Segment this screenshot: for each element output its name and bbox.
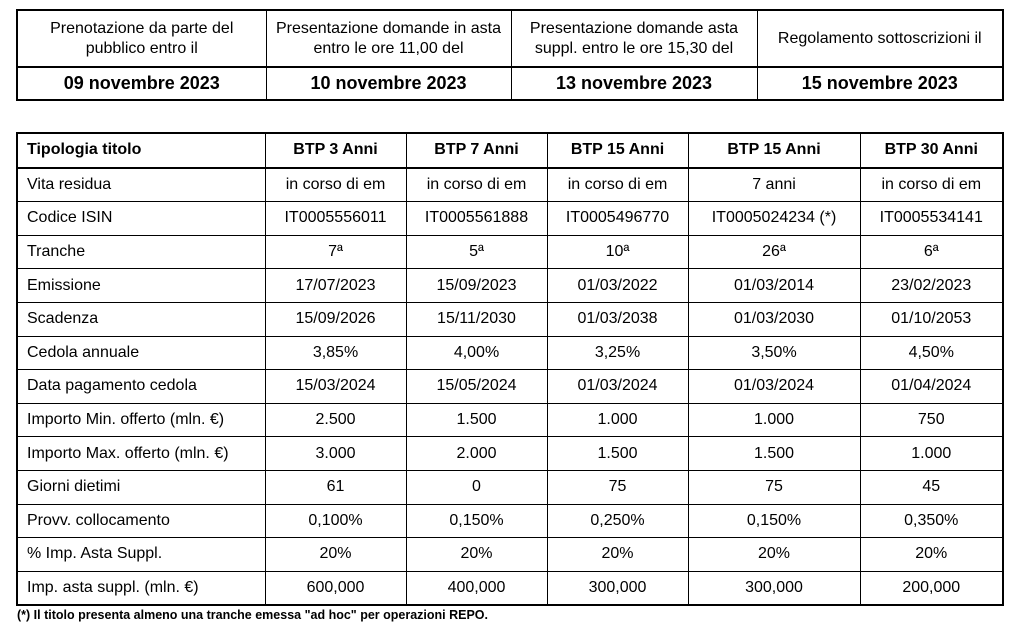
table-cell: 20% bbox=[547, 538, 688, 572]
table-row bbox=[17, 168, 1003, 202]
table-row bbox=[17, 202, 1003, 236]
table-row bbox=[17, 538, 1003, 572]
table-cell: 20% bbox=[265, 538, 406, 572]
table-cell: 1.500 bbox=[547, 437, 688, 471]
table-cell: 0,150% bbox=[406, 504, 547, 538]
table-cell: 0,100% bbox=[265, 504, 406, 538]
table-cell: 3,25% bbox=[547, 336, 688, 370]
table-cell: 23/02/2023 bbox=[860, 269, 1003, 303]
table-cell: 45 bbox=[860, 470, 1003, 504]
table-cell: 1.000 bbox=[547, 403, 688, 437]
table-cell: 3.000 bbox=[265, 437, 406, 471]
table-cell: 7 anni bbox=[688, 168, 860, 202]
table-row bbox=[17, 470, 1003, 504]
dates-header-cell: Presentazione domande in asta entro le ore 11,00 del bbox=[266, 10, 511, 67]
column-header: BTP 15 Anni bbox=[688, 133, 860, 168]
table-cell: in corso di em bbox=[547, 168, 688, 202]
table-cell: 01/03/2024 bbox=[547, 370, 688, 404]
table-cell: 01/03/2030 bbox=[688, 302, 860, 336]
table-row bbox=[17, 235, 1003, 269]
row-label: Giorni dietimi bbox=[17, 470, 265, 504]
table-row bbox=[17, 370, 1003, 404]
table-cell: 4,00% bbox=[406, 336, 547, 370]
table-cell: 10ª bbox=[547, 235, 688, 269]
dates-header-cell: Prenotazione da parte del pubblico entro il bbox=[17, 10, 266, 67]
table-cell: IT0005496770 bbox=[547, 202, 688, 236]
row-label: Provv. collocamento bbox=[17, 504, 265, 538]
table-row bbox=[17, 302, 1003, 336]
dates-header-cell: Regolamento sottoscrizioni il bbox=[757, 10, 1003, 67]
dates-table bbox=[16, 9, 1004, 101]
table-cell: 01/03/2014 bbox=[688, 269, 860, 303]
row-label: Importo Max. offerto (mln. €) bbox=[17, 437, 265, 471]
table-cell: in corso di em bbox=[406, 168, 547, 202]
table-cell: 300,000 bbox=[688, 571, 860, 605]
dates-header-row bbox=[17, 10, 1003, 67]
table-cell: 26ª bbox=[688, 235, 860, 269]
date-value: 09 novembre 2023 bbox=[17, 68, 266, 101]
table-cell: 7ª bbox=[265, 235, 406, 269]
table-cell: 75 bbox=[688, 470, 860, 504]
row-label: Codice ISIN bbox=[17, 202, 265, 236]
table-row bbox=[17, 437, 1003, 471]
row-label: Vita residua bbox=[17, 168, 265, 202]
table-cell: IT0005561888 bbox=[406, 202, 547, 236]
header-label: Tipologia titolo bbox=[17, 133, 265, 168]
table-cell: 0,150% bbox=[688, 504, 860, 538]
table-cell: 15/11/2030 bbox=[406, 302, 547, 336]
table-cell: 01/03/2038 bbox=[547, 302, 688, 336]
table-cell: 6ª bbox=[860, 235, 1003, 269]
date-value: 13 novembre 2023 bbox=[511, 68, 757, 101]
table-cell: 15/03/2024 bbox=[265, 370, 406, 404]
dates-header-cell: Presentazione domande asta suppl. entro le ore 15,30 del bbox=[511, 10, 757, 67]
table-cell: 0 bbox=[406, 470, 547, 504]
dates-value-row bbox=[17, 68, 1003, 101]
table-cell: 15/09/2023 bbox=[406, 269, 547, 303]
table-cell: 2.000 bbox=[406, 437, 547, 471]
table-row bbox=[17, 571, 1003, 605]
table-cell: 0,350% bbox=[860, 504, 1003, 538]
table-cell: in corso di em bbox=[860, 168, 1003, 202]
table-cell: 1.000 bbox=[860, 437, 1003, 471]
table-cell: 1.500 bbox=[406, 403, 547, 437]
row-label: Data pagamento cedola bbox=[17, 370, 265, 404]
table-cell: 1.500 bbox=[688, 437, 860, 471]
table-cell: 200,000 bbox=[860, 571, 1003, 605]
table-cell: 20% bbox=[688, 538, 860, 572]
row-label: Scadenza bbox=[17, 302, 265, 336]
row-label: Tranche bbox=[17, 235, 265, 269]
table-cell: in corso di em bbox=[265, 168, 406, 202]
table-cell: 61 bbox=[265, 470, 406, 504]
row-label: % Imp. Asta Suppl. bbox=[17, 538, 265, 572]
table-cell: 15/05/2024 bbox=[406, 370, 547, 404]
table-row bbox=[17, 336, 1003, 370]
date-value: 10 novembre 2023 bbox=[266, 68, 511, 101]
table-cell: 4,50% bbox=[860, 336, 1003, 370]
table-cell: 17/07/2023 bbox=[265, 269, 406, 303]
column-header: BTP 7 Anni bbox=[406, 133, 547, 168]
bonds-table bbox=[16, 132, 1004, 606]
row-label: Importo Min. offerto (mln. €) bbox=[17, 403, 265, 437]
table-row bbox=[17, 269, 1003, 303]
table-cell: 01/10/2053 bbox=[860, 302, 1003, 336]
table-cell: 15/09/2026 bbox=[265, 302, 406, 336]
row-label: Emissione bbox=[17, 269, 265, 303]
table-cell: 2.500 bbox=[265, 403, 406, 437]
bonds-header-row bbox=[17, 133, 1003, 168]
table-cell: 1.000 bbox=[688, 403, 860, 437]
table-cell: 300,000 bbox=[547, 571, 688, 605]
table-cell: 20% bbox=[860, 538, 1003, 572]
table-cell: 75 bbox=[547, 470, 688, 504]
footnote: (*) Il titolo presenta almeno una tranche emessa "ad hoc" per operazioni REPO. bbox=[17, 608, 488, 622]
row-label: Imp. asta suppl. (mln. €) bbox=[17, 571, 265, 605]
date-value: 15 novembre 2023 bbox=[757, 68, 1003, 101]
table-cell: 600,000 bbox=[265, 571, 406, 605]
table-cell: 3,50% bbox=[688, 336, 860, 370]
column-header: BTP 30 Anni bbox=[860, 133, 1003, 168]
table-cell: IT0005556011 bbox=[265, 202, 406, 236]
table-cell: IT0005024234 (*) bbox=[688, 202, 860, 236]
column-header: BTP 3 Anni bbox=[265, 133, 406, 168]
table-cell: 01/03/2022 bbox=[547, 269, 688, 303]
table-cell: 01/03/2024 bbox=[688, 370, 860, 404]
row-label: Cedola annuale bbox=[17, 336, 265, 370]
table-cell: 20% bbox=[406, 538, 547, 572]
table-row bbox=[17, 403, 1003, 437]
table-cell: 3,85% bbox=[265, 336, 406, 370]
table-cell: 01/04/2024 bbox=[860, 370, 1003, 404]
table-cell: 400,000 bbox=[406, 571, 547, 605]
table-cell: IT0005534141 bbox=[860, 202, 1003, 236]
table-cell: 5ª bbox=[406, 235, 547, 269]
table-cell: 750 bbox=[860, 403, 1003, 437]
table-row bbox=[17, 504, 1003, 538]
column-header: BTP 15 Anni bbox=[547, 133, 688, 168]
table-cell: 0,250% bbox=[547, 504, 688, 538]
